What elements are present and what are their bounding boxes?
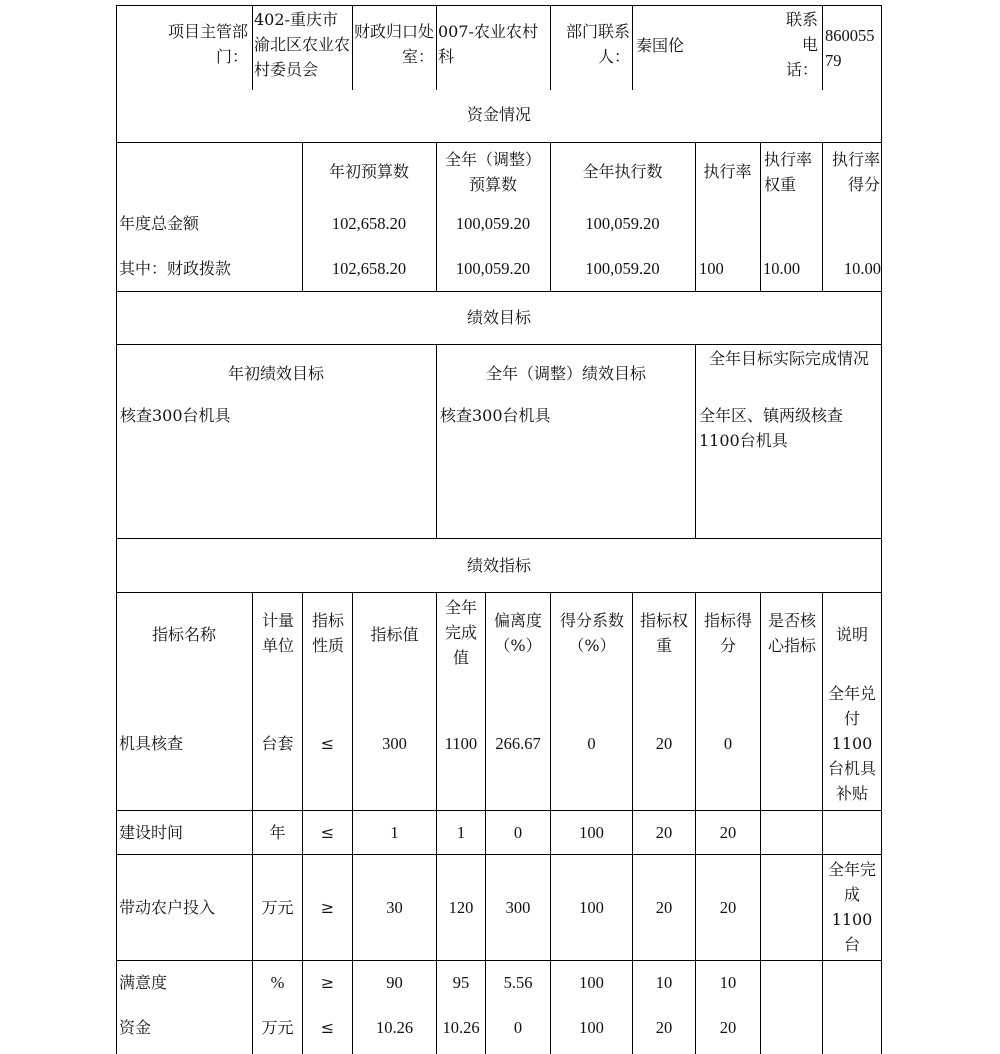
table-row-name: 带动农户投入 (119, 898, 216, 917)
table-row-deviation: 300 (505, 898, 531, 917)
table-row-coef: 100 (579, 898, 604, 917)
border-left (116, 5, 117, 1054)
hdr-unit: 计量单位 (261, 611, 294, 655)
hdr-done: 全年完成值 (444, 598, 477, 667)
divider (822, 142, 823, 291)
table-row-name: 建设时间 (119, 823, 184, 842)
divider (116, 854, 882, 855)
divider (822, 5, 823, 90)
table-row-deviation: 5.56 (503, 973, 533, 992)
table-row-weight: 20 (655, 1018, 673, 1037)
phone-value: 86005579 (825, 26, 875, 70)
table-row-done: 1 (456, 823, 466, 842)
row-total-executed: 100,059.20 (585, 214, 660, 233)
divider (302, 142, 303, 291)
dept-label: 项目主管部门： (167, 22, 248, 66)
performance-report-table (116, 5, 882, 1054)
divider (436, 142, 437, 291)
divider (116, 344, 882, 345)
funds-section-title: 资金情况 (466, 105, 531, 124)
table-row-name: 满意度 (119, 973, 168, 992)
table-row-note: 全年兑付1100台机具补贴 (827, 684, 876, 803)
hdr-nature: 指标性质 (311, 611, 344, 655)
border-top (116, 5, 882, 6)
divider (695, 142, 696, 291)
row-fiscal-label: 其中：财政拨款 (119, 259, 232, 278)
row-fiscal-executed: 100,059.20 (585, 259, 660, 278)
divider (116, 810, 882, 811)
goals-section-title: 绩效目标 (466, 308, 531, 327)
row-fiscal-rate: 100 (699, 259, 724, 278)
hdr-deviation: 偏离度（%） (493, 611, 542, 655)
table-row-unit: % (270, 973, 285, 992)
hdr-note: 说明 (835, 625, 868, 644)
table-row-deviation: 0 (513, 1018, 523, 1037)
table-row-coef: 0 (587, 734, 596, 753)
adjusted-goal-title: 全年（调整）绩效目标 (485, 364, 646, 383)
divider (116, 960, 882, 961)
office-value: 007-农业农村科 (438, 22, 538, 66)
table-row-nature: ≤ (320, 823, 335, 842)
table-row-coef: 100 (579, 1018, 604, 1037)
table-row-done: 10.26 (442, 1018, 480, 1037)
initial-goal-title: 年初绩效目标 (227, 364, 324, 383)
hdr-score: 指标得分 (703, 611, 752, 655)
table-row-deviation: 0 (513, 823, 523, 842)
table-row-unit: 台套 (261, 734, 294, 753)
divider (116, 538, 882, 539)
divider (352, 5, 353, 90)
table-row-score: 20 (719, 1018, 737, 1037)
actual-goal-text: 全年区、镇两级核查1100台机具 (699, 406, 844, 450)
table-row-score: 0 (723, 734, 733, 753)
table-row-unit: 万元 (261, 898, 294, 917)
hdr-coef: 得分系数（%） (559, 611, 624, 655)
col-initial-budget: 年初预算数 (328, 162, 409, 181)
table-row-score: 20 (719, 898, 737, 917)
col-executed: 全年执行数 (582, 162, 663, 181)
divider (116, 592, 882, 593)
table-row-nature: ≤ (320, 1018, 335, 1037)
table-row-value: 30 (386, 898, 403, 917)
table-row-weight: 10 (655, 973, 673, 992)
table-row-nature: ≥ (320, 973, 335, 992)
actual-goal-title: 全年目标实际完成情况 (708, 349, 869, 368)
initial-goal-text: 核查300台机具 (120, 406, 231, 425)
table-row-done: 95 (452, 973, 470, 992)
row-fiscal-weight: 10.00 (763, 259, 801, 278)
table-row-value: 90 (386, 973, 403, 992)
row-total-label: 年度总金额 (119, 214, 200, 233)
hdr-name: 指标名称 (151, 625, 216, 644)
table-row-coef: 100 (579, 823, 604, 842)
contact-value: 秦国伦 (636, 36, 685, 55)
table-row-name: 机具核查 (119, 734, 184, 753)
table-row-value: 1 (390, 823, 399, 842)
border-right (881, 5, 882, 1054)
divider (436, 5, 437, 90)
table-row-nature: ≤ (320, 734, 335, 753)
office-label: 财政归口处室： (354, 22, 435, 66)
row-total-adjusted: 100,059.20 (455, 214, 531, 233)
divider (632, 5, 633, 90)
contact-label: 部门联系人： (565, 22, 630, 66)
table-row-value: 10.26 (375, 1018, 414, 1037)
row-fiscal-adjusted: 100,059.20 (455, 259, 531, 278)
table-row-unit: 年 (269, 823, 286, 842)
table-row-coef: 100 (579, 973, 604, 992)
col-adjusted-budget: 全年（调整）预算数 (444, 150, 541, 194)
col-exec-weight: 执行率权重 (764, 150, 813, 194)
table-row-weight: 20 (655, 823, 673, 842)
table-row-score: 20 (719, 823, 737, 842)
table-row-deviation: 266.67 (495, 734, 541, 753)
table-row-weight: 20 (655, 898, 673, 917)
row-total-initial: 102,658.20 (331, 214, 407, 233)
divider (760, 592, 761, 1054)
col-exec-rate: 执行率 (703, 162, 752, 181)
hdr-core: 是否核心指标 (767, 611, 816, 655)
indicators-section-title: 绩效指标 (466, 556, 531, 575)
row-fiscal-initial: 102,658.20 (331, 259, 407, 278)
hdr-weight: 指标权重 (639, 611, 688, 655)
divider (550, 5, 551, 90)
col-exec-score: 执行率得分 (831, 150, 880, 194)
adjusted-goal-text: 核查300台机具 (440, 406, 551, 425)
table-row-note: 全年完成1100台 (827, 860, 876, 954)
divider (822, 592, 823, 1054)
divider (116, 142, 882, 143)
divider (760, 142, 761, 291)
divider (252, 5, 253, 90)
phone-label: 联系电话： (785, 10, 818, 79)
table-row-value: 300 (382, 734, 407, 753)
dept-value: 402-重庆市渝北区农业农村委员会 (254, 10, 351, 79)
table-row-done: 120 (448, 898, 474, 917)
divider (550, 142, 551, 291)
divider (116, 291, 882, 292)
table-row-unit: 万元 (261, 1018, 294, 1037)
divider (695, 344, 696, 538)
table-row-score: 10 (719, 973, 737, 992)
table-row-name: 资金 (119, 1018, 152, 1037)
table-row-nature: ≥ (320, 898, 335, 917)
table-row-done: 1100 (444, 734, 478, 753)
table-row-weight: 20 (655, 734, 673, 753)
hdr-value: 指标值 (370, 625, 419, 644)
row-fiscal-score: 10.00 (843, 259, 881, 278)
